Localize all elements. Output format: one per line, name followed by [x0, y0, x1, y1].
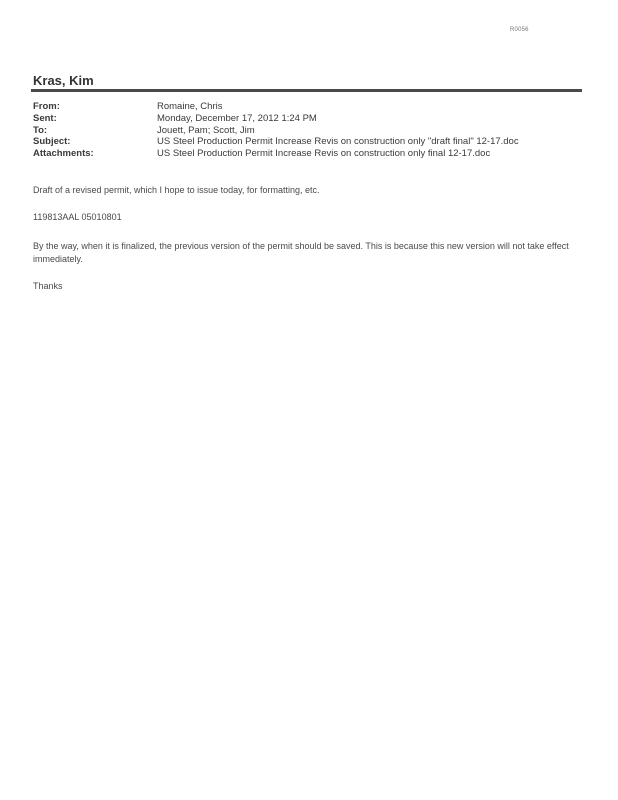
body-paragraph-finalized-note: By the way, when it is finalized, the previous version of the permit should be saved. This is because this new version will not take effect immediately. [33, 241, 569, 264]
page-stamp: R0056 [510, 27, 529, 33]
from-value: Romaine, Chris [157, 101, 223, 112]
header-row-from [33, 101, 593, 113]
sent-label: Sent: [33, 112, 57, 124]
header-row-attachments [33, 148, 593, 160]
body-paragraph-draft: Draft of a revised permit, which I hope to issue today, for formatting, etc. [33, 185, 320, 195]
to-label: To: [33, 124, 48, 136]
attachments-label: Attachments: [33, 148, 94, 160]
attachment-filename: US Steel Production Permit Increase Revis on construction only final 12-17.doc [157, 148, 491, 160]
header-row-subject [33, 136, 593, 148]
subject-value: US Steel Production Permit Increase Revis on construction only "draft final" 12-17.doc [157, 136, 519, 148]
email-header-fields [33, 101, 593, 160]
to-value: Jouett, Pam; Scott, Jim [157, 124, 255, 136]
header-divider [31, 89, 582, 92]
body-paragraph-signoff: Thanks [33, 281, 63, 291]
subject-label: Subject: [33, 136, 71, 148]
from-label: From: [33, 101, 60, 112]
sent-value: Monday, December 17, 2012 1:24 PM [157, 112, 317, 124]
body-paragraph-reference-number: 119813AAL 05010801 [33, 212, 122, 222]
header-row-to [33, 125, 593, 137]
mailbox-owner-name: Kras, Kim [33, 73, 94, 88]
header-row-sent [33, 113, 593, 125]
